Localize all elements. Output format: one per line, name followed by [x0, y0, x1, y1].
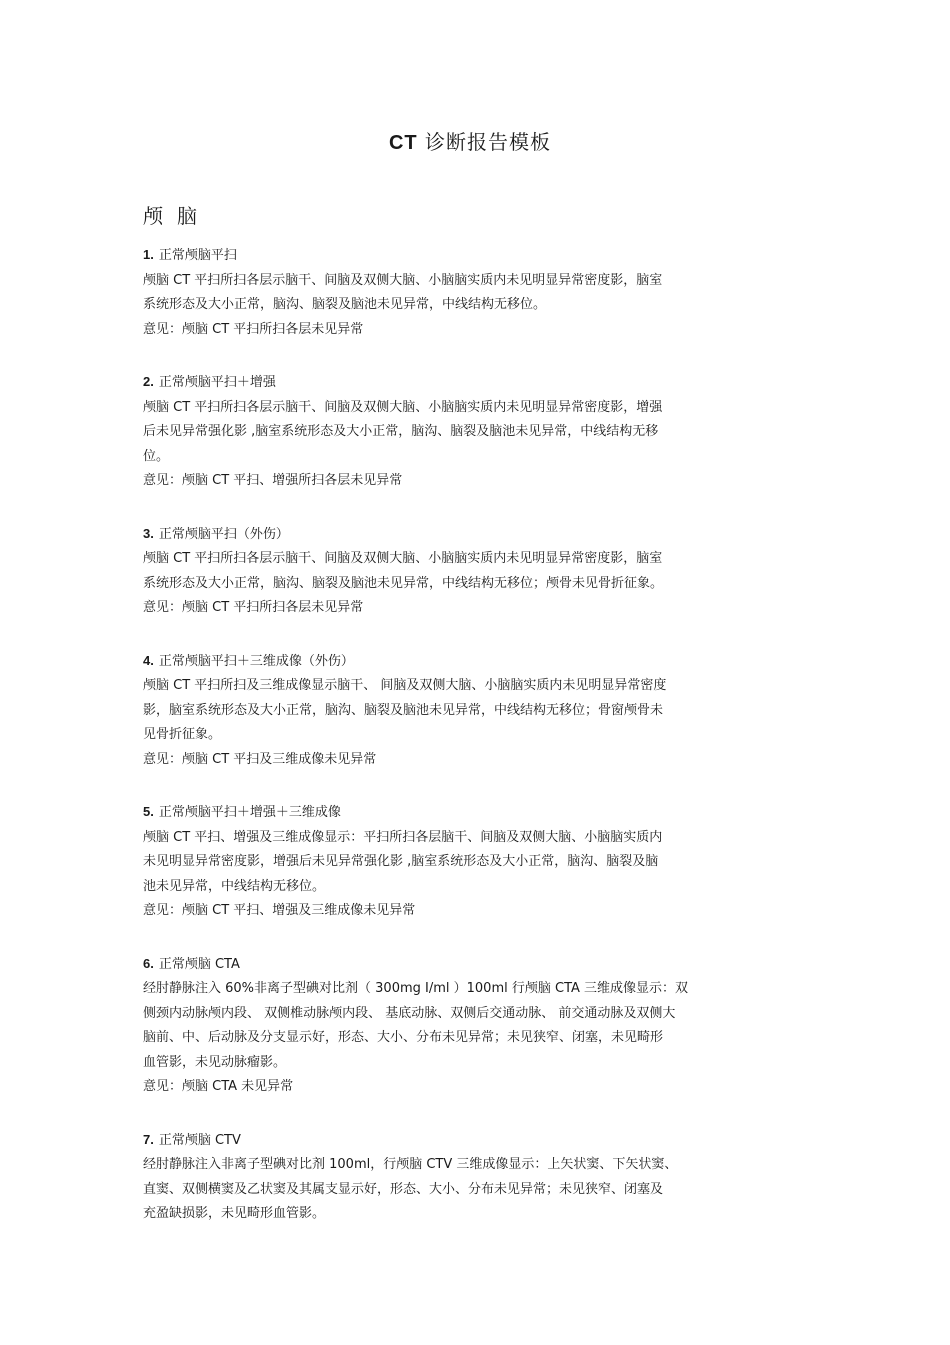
- report-entry: [143, 1128, 803, 1227]
- report-entry: [143, 243, 803, 342]
- opinion-line: 意见：颅脑 CTA 未见异常: [143, 1079, 294, 1094]
- entry-title: [143, 952, 803, 978]
- report-entry: [143, 370, 803, 494]
- entry-number: 2.: [143, 374, 154, 389]
- opinion-line: 意见：颅脑 CT 平扫、增强所扫各层未见异常: [143, 473, 403, 488]
- finding-line: 位。: [143, 448, 170, 464]
- finding-line: 经肘静脉注入非离子型碘对比剂 100ml，行颅脑 CTV 三维成像显示：上矢状窦、下矢状窦、: [143, 1157, 678, 1172]
- finding-line: 经肘静脉注入 60%非离子型碘对比剂（ 300mg I/ml ）100ml 行颅脑 CTA 三维成像显示：双: [143, 981, 689, 996]
- report-entry: [143, 522, 803, 621]
- opinion-line: 意见：颅脑 CT 平扫所扫各层未见异常: [143, 321, 364, 337]
- report-entry: [143, 649, 803, 773]
- entry-number: 4.: [143, 652, 154, 668]
- entry-number: 6.: [143, 955, 154, 971]
- finding-line: 直窦、双侧横窦及乙状窦及其属支显示好，形态、大小、分布未见异常；未见狭窄、闭塞及: [143, 1181, 664, 1197]
- finding-line: 颅脑 CT 平扫所扫各层示脑干、间脑及双侧大脑、小脑脑实质内未见明显异常密度影，增强: [143, 399, 663, 415]
- finding-line: 颅脑 CT 平扫、增强及三维成像显示：平扫所扫各层脑干、间脑及双侧大脑、小脑脑实质内: [143, 829, 663, 845]
- finding-line: 血管影，未见动脉瘤影。: [143, 1054, 287, 1070]
- entry-title-text: 正常颅脑 CTV: [158, 1132, 241, 1148]
- entry-number: 3.: [143, 525, 154, 541]
- entries-list: [143, 243, 803, 1255]
- report-entry: [143, 952, 803, 1100]
- entry-title: [143, 243, 803, 269]
- section-heading: 颅脑: [143, 204, 211, 228]
- finding-line: 系统形态及大小正常，脑沟、脑裂及脑池未见异常，中线结构无移位；颅骨未见骨折征象。: [143, 575, 664, 591]
- document-title-prefix: CT: [388, 132, 418, 154]
- finding-line: 影，脑室系统形态及大小正常，脑沟、脑裂及脑池未见异常，中线结构无移位；骨窗颅骨未: [143, 702, 664, 718]
- entry-title-text: 正常颅脑平扫: [158, 248, 237, 263]
- opinion-line: 意见：颅脑 CT 平扫、增强及三维成像未见异常: [143, 903, 416, 918]
- entry-number: 7.: [143, 1131, 154, 1147]
- entry-title: [143, 522, 803, 548]
- entry-number: 5.: [143, 804, 154, 819]
- finding-line: 颅脑 CT 平扫所扫及三维成像显示脑干、 间脑及双侧大脑、小脑脑实质内未见明显异常密度: [143, 678, 667, 693]
- finding-line: 颅脑 CT 平扫所扫各层示脑干、间脑及双侧大脑、小脑脑实质内未见明显异常密度影，脑室: [143, 551, 663, 566]
- report-entry: [143, 800, 803, 924]
- finding-line: 系统形态及大小正常，脑沟、脑裂及脑池未见异常，中线结构无移位。: [143, 297, 547, 312]
- entry-number: 1.: [143, 247, 154, 262]
- finding-line: 脑前、中、后动脉及分支显示好，形态、大小、分布未见异常；未见狭窄、闭塞，未见畸形: [143, 1030, 664, 1045]
- finding-line: 颅脑 CT 平扫所扫各层示脑干、间脑及双侧大脑、小脑脑实质内未见明显异常密度影，脑室: [143, 272, 663, 288]
- entry-title: [143, 649, 803, 675]
- document-title: [0, 128, 940, 157]
- entry-title-text: 正常颅脑平扫（外伤）: [158, 526, 289, 542]
- finding-line: 池未见异常，中线结构无移位。: [143, 878, 326, 894]
- finding-line: 未见明显异常密度影，增强后未见异常强化影 ,脑室系统形态及大小正常，脑沟、脑裂及脑: [143, 854, 659, 869]
- entry-title: [143, 800, 803, 826]
- finding-line: 充盈缺损影，未见畸形血管影。: [143, 1206, 326, 1221]
- document-title-rest: 诊断报告模板: [417, 130, 552, 154]
- opinion-line: 意见：颅脑 CT 平扫及三维成像未见异常: [143, 751, 377, 767]
- entry-title-text: 正常颅脑平扫＋增强＋三维成像: [158, 805, 341, 820]
- finding-line: 侧颈内动脉颅内段、 双侧椎动脉颅内段、 基底动脉、双侧后交通动脉、 前交通动脉及双侧大: [143, 1005, 676, 1021]
- opinion-line: 意见：颅脑 CT 平扫所扫各层未见异常: [143, 600, 364, 615]
- entry-title-text: 正常颅脑 CTA: [158, 956, 240, 972]
- entry-title-text: 正常颅脑平扫＋三维成像（外伤）: [158, 653, 354, 669]
- finding-line: 后未见异常强化影 ,脑室系统形态及大小正常，脑沟、脑裂及脑池未见异常，中线结构无移: [143, 424, 659, 439]
- entry-title: [143, 1128, 803, 1154]
- finding-line: 见骨折征象。: [143, 727, 222, 742]
- entry-title-text: 正常颅脑平扫＋增强: [158, 375, 276, 390]
- entry-title: [143, 370, 803, 396]
